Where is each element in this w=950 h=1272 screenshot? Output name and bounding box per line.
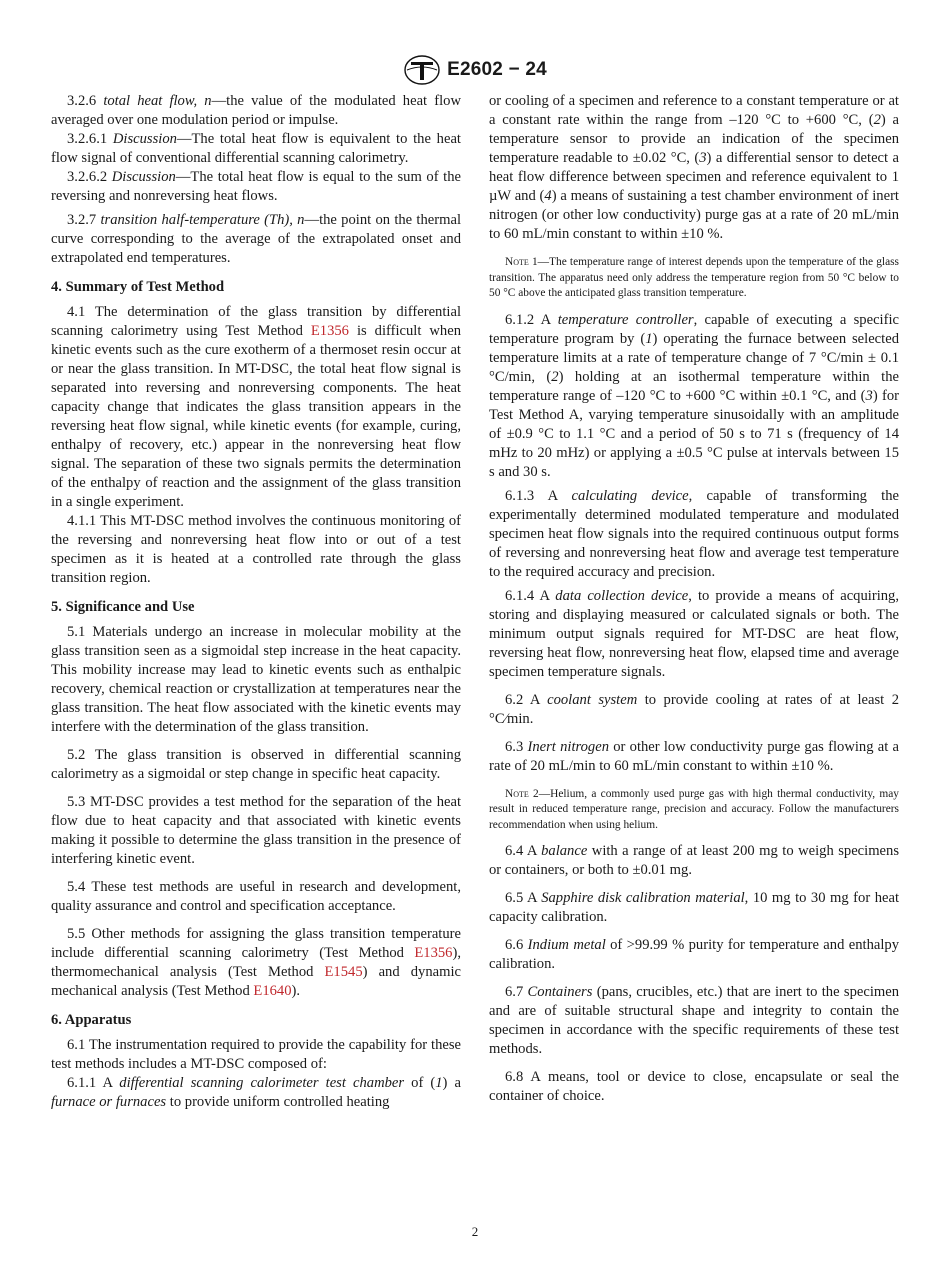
section-heading-5: 5. Significance and Use bbox=[51, 599, 195, 615]
paragraph-3-2-6-1: 3.2.6.1 Discussion—The total heat flow is equivalent to the heat flow signal of conventional differential scanning calorimetry. bbox=[51, 131, 461, 166]
paragraph-6-6: 6.6 Indium metal of >99.99 % purity for temperature and enthalpy calibration. bbox=[489, 937, 900, 972]
document-id: E2602 − 24 bbox=[447, 59, 547, 80]
reference-link-e1356[interactable]: E1356 bbox=[310, 323, 349, 339]
paragraph-6-4: 6.4 A balance with a range of at least 200 mg to weigh specimens or containers, or both to ±0.01 mg. bbox=[489, 843, 900, 878]
page-header bbox=[0, 54, 950, 86]
paragraph-6-2: 6.2 A coolant system to provide cooling at rates of at least 2 °C⁄min. bbox=[489, 691, 899, 727]
paragraph-4-1-1: 4.1.1 This MT-DSC method involves the continuous monitoring of the reversing and nonreversing heat flow into or out of a test specimen as it is heated at a controlled rate through the glass transition region. bbox=[51, 513, 461, 586]
paragraph-5-2: 5.2 The glass transition is observed in differential scanning calorimetry as a sigmoidal or step change in specific heat capacity. bbox=[51, 747, 461, 782]
note-2: Note 2—Helium, a commonly used purge gas with high thermal conductivity, may result in reduced temperature range, precision and accuracy. Follow the manufacturers recommendation when using helium. bbox=[489, 787, 899, 831]
paragraph-6-8: 6.8 A means, tool or device to close, encapsulate or seal the container of choice. bbox=[489, 1069, 899, 1104]
paragraph-6-1-4: 6.1.4 A data collection device, to provide a means of acquiring, storing and displaying measured or calculated signals or both. The minimum output signals required for MT-DSC are heat flow, reversing heat flow, nonreversing heat flow, elapsed time and average specimen temperature signals. bbox=[489, 587, 899, 680]
note-1: Note 1—The temperature range of interest depends upon the temperature of the glass transition. The apparatus need only address the temperature region from 50 °C below to 50 °C above the anticipated glass transition temperature. bbox=[489, 256, 899, 299]
left-column bbox=[51, 92, 461, 1112]
paragraph-6-5: 6.5 A Sapphire disk calibration material, 10 mg to 30 mg for heat capacity calibration. bbox=[489, 890, 899, 925]
paragraph-6-1: 6.1 The instrumentation required to provide the capability for these test methods includes a MT-DSC composed of: bbox=[51, 1037, 461, 1072]
paragraph-5-5: 5.5 Other methods for assigning the glass transition temperature include differential scanning calorimetry (Test Method E1356), thermomechanical analysis (Test Method E1545) and dynamic mechanical analysis (Test Method E1640). bbox=[51, 926, 461, 999]
paragraph-5-3: 5.3 MT-DSC provides a test method for the separation of the heat flow due to heat capacity and that associated with kinetic events making it possible to determine the glass transition in the presence of interfering kinetic event. bbox=[51, 794, 461, 867]
paragraph-4-1: 4.1 The determination of the glass transition by differential scanning calorimetry using Test Method E1356 is difficult when kinetic events such as the cure exotherm of a thermoset resin occur at or near the glass transition. In MT-DSC, the total heat flow signal is separated into reversing and nonreversing components. The heat capacity change that indicates the glass transition appears in the reversing heat flow signal, while kinetic events (for example, curing, enthalpy of recovery, etc.) appear in the nonreversing heat flow signal. The separation of these two signals permits the determination of the enthalpy of reaction and the assignment of the glass transition in a single experiment. bbox=[51, 304, 461, 510]
paragraph-5-1: 5.1 Materials undergo an increase in molecular mobility at the glass transition seen as a sigmoidal step increase in the heat capacity. This mobility increase may lead to kinetic events such as enthalpic recovery, chemical reaction or crystallization at temperatures near the glass transition. The heat flow associated with the kinetic events may interfere with the determination of the glass transition. bbox=[51, 624, 461, 735]
paragraph-3-2-6: 3.2.6 total heat flow, n—the value of the modulated heat flow averaged over one modulation period or impulse. bbox=[51, 93, 461, 128]
reference-link-e1356[interactable]: E1356 bbox=[414, 945, 453, 961]
paragraph-6-3: 6.3 Inert nitrogen or other low conductivity purge gas flowing at a rate of 20 mL/min to 60 mL/min constant to within ±10 %. bbox=[489, 738, 899, 774]
section-heading-6: 6. Apparatus bbox=[51, 1012, 132, 1028]
paragraph-3-2-7: 3.2.7 transition half-temperature (Th), n—the point on the thermal curve corresponding to the average of the extrapolated onset and extrapolated end temperatures. bbox=[51, 212, 461, 266]
page-number: 2 bbox=[471, 1224, 479, 1239]
astm-logo-icon bbox=[403, 54, 441, 86]
paragraph-6-1-1-continued: or cooling of a specimen and reference to a constant temperature or at a constant rate within the range from –120 °C to +600 °C, (2) a temperature sensor to provide an indication of the specimen temperature readable to ±0.02 °C, (3) a differential sensor to detect a heat flow difference between specimen and reference equivalent to 1 µW and (4) a means of sustaining a test chamber environment of inert nitrogen (or other low conductivity) purge gas at a rate of 20 mL/min to 60 mL/min constant to within ±10 %. bbox=[489, 93, 899, 242]
paragraph-5-4: 5.4 These test methods are useful in research and development, quality assurance and control and specification acceptance. bbox=[51, 879, 461, 914]
section-heading-4: 4. Summary of Test Method bbox=[51, 279, 225, 295]
paragraph-6-7: 6.7 Containers (pans, crucibles, etc.) that are inert to the specimen and are of suitable structural shape and integrity to contain the specimen in accordance with the specific requirements of these test methods. bbox=[489, 984, 899, 1057]
paragraph-6-1-2: 6.1.2 A temperature controller, capable of executing a specific temperature program by (1) operating the furnace between selected temperature limits at a rate of temperature change of 7 °C/min ± 0.1 °C/min, (2) holding at an isothermal temperature within the temperature range of –120 °C to +600 °C within ±0.1 °C, and (3) for Test Method A, varying temperature sinusoidally with an amplitude of ±0.9 °C to 1.1 °C and a period of 50 s to 71 s (frequency of 14 mHz to 20 mHz) or applying a ±0.5 °C pulse at intervals between 15 s and 30 s. bbox=[489, 311, 900, 480]
reference-link-e1545[interactable]: E1545 bbox=[324, 964, 363, 980]
paragraph-3-2-6-2: 3.2.6.2 Discussion—The total heat flow is equal to the sum of the reversing and nonreversing heat flows. bbox=[51, 169, 462, 204]
paragraph-6-1-1: 6.1.1 A differential scanning calorimeter test chamber of (1) a furnace or furnaces to provide uniform controlled heating bbox=[51, 1075, 461, 1110]
right-column bbox=[489, 92, 899, 1106]
paragraph-6-1-3: 6.1.3 A calculating device, capable of transforming the experimentally determined modulated temperature and modulated specimen heat flow signals into the required continuous output forms of reversing and nonreversing heat flow and average test temperature to the required accuracy and precision. bbox=[489, 487, 899, 580]
reference-link-e1640[interactable]: E1640 bbox=[253, 983, 292, 999]
